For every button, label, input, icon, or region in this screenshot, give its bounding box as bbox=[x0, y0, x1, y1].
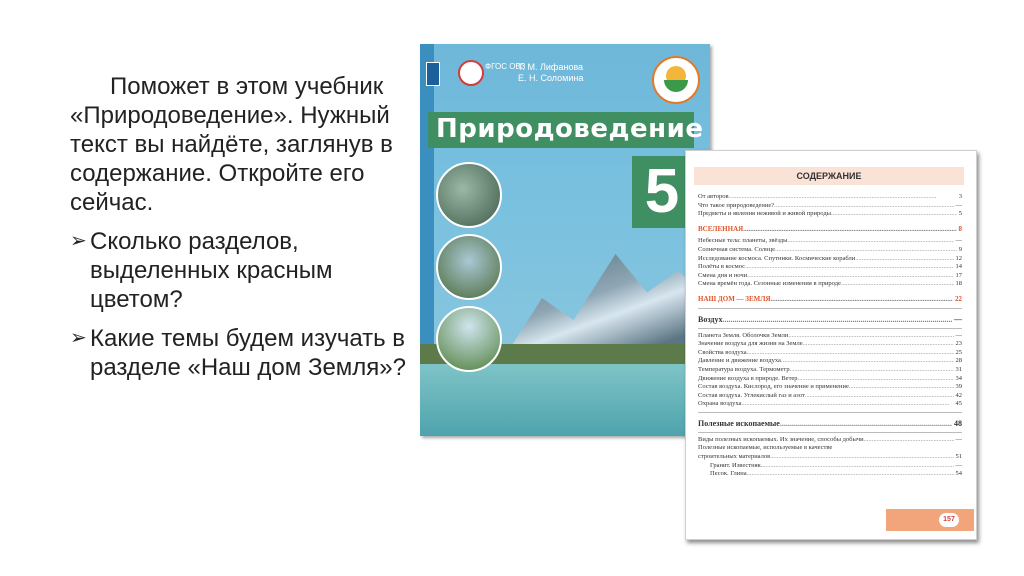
toc-row: Гранит. Известняк ..... — bbox=[698, 462, 962, 471]
publisher-logo-icon bbox=[426, 62, 440, 86]
circle-photo-bridge bbox=[436, 162, 502, 228]
intro-paragraph: Поможет в этом учебник «Природоведение». Нужный текст вы найдёте, заглянув в содержание. Откройте его сейчас. bbox=[70, 73, 393, 216]
contents-heading: СОДЕРЖАНИЕ bbox=[694, 167, 964, 185]
nature-emblem-icon bbox=[652, 56, 700, 104]
toc-row: Песок. Глина ..... 54 bbox=[698, 470, 962, 479]
toc-row: От авторов ..... 3 bbox=[698, 193, 962, 202]
toc-row: Небесные тела: планеты, звёзды ..... — bbox=[698, 237, 962, 246]
toc-section-red: ВСЕЛЕННАЯ ..... 8 bbox=[698, 225, 962, 234]
toc-row: Давление и движение воздуха ..... 28 bbox=[698, 357, 962, 366]
toc-subsection: Воздух ..... — bbox=[698, 314, 962, 325]
toc-row: Охрана воздуха ..... 45 bbox=[698, 400, 962, 409]
arrow-bullet-icon: ➢ bbox=[70, 327, 87, 349]
textbook-cover bbox=[420, 44, 710, 436]
toc-row: Смена времён года. Сезонные изменения в природе ..... 18 bbox=[698, 280, 962, 289]
bullet-text: Какие темы будем изучать в разделе «Наш дом Земля»? bbox=[90, 325, 406, 381]
toc-row: Движение воздуха в природе. Ветер ..... 34 bbox=[698, 375, 962, 384]
divider bbox=[698, 308, 962, 309]
divider bbox=[698, 432, 962, 433]
author: Т. М. Лифанова bbox=[518, 62, 584, 72]
divider bbox=[698, 412, 962, 413]
lake-illustration bbox=[420, 364, 710, 436]
toc-section-red: НАШ ДОМ — ЗЕМЛЯ ..... 22 bbox=[698, 295, 962, 304]
arrow-bullet-icon: ➢ bbox=[70, 230, 87, 252]
circle-photo-windmill bbox=[436, 306, 502, 372]
toc-row: Смена дня и ночи ..... 17 bbox=[698, 272, 962, 281]
grade-number: 5 bbox=[632, 156, 692, 228]
author: Е. Н. Соломина bbox=[518, 73, 584, 83]
toc-row: Что такое природоведение? ..... — bbox=[698, 202, 962, 211]
toc-row: Значение воздуха для жизни на Земле ..... 23 bbox=[698, 340, 962, 349]
cover-authors bbox=[518, 62, 583, 84]
contents-page bbox=[685, 150, 977, 540]
toc-row: Солнечная система. Солнце ..... 9 bbox=[698, 246, 962, 255]
toc-row: Планета Земля. Оболочки Земли ..... — bbox=[698, 332, 962, 341]
cover-title: Природоведение bbox=[436, 114, 704, 144]
toc-subsection: Полезные ископаемые ..... 48 bbox=[698, 418, 962, 429]
fgos-label: ФГОС ОВЗ bbox=[485, 62, 526, 71]
toc-row: Предметы и явления неживой и живой природы ..... 5 bbox=[698, 210, 962, 219]
toc-row: Состав воздуха. Углекислый газ и азот ..... 42 bbox=[698, 392, 962, 401]
toc-row: Виды полезных ископаемых. Их значение, способы добычи ..... — bbox=[698, 436, 962, 445]
page-number: 157 bbox=[939, 513, 959, 527]
toc-row: Температура воздуха. Термометр ..... 31 bbox=[698, 366, 962, 375]
bullet-question-2 bbox=[70, 324, 410, 382]
toc-row: Полёты в космос ..... 14 bbox=[698, 263, 962, 272]
toc-row: Исследование космоса. Спутники. Космические корабли ..... 12 bbox=[698, 255, 962, 264]
slide-text bbox=[70, 72, 410, 392]
circle-photo-waterfall bbox=[436, 234, 502, 300]
toc-row: Состав воздуха. Кислород, его значение и применение ..... 39 bbox=[698, 383, 962, 392]
divider bbox=[698, 328, 962, 329]
toc-row: строительных материалов ..... 51 bbox=[698, 453, 962, 462]
toc-row: Свойства воздуха ..... 25 bbox=[698, 349, 962, 358]
toc-row: Полезные ископаемые, используемые в качестве bbox=[698, 444, 833, 452]
table-of-contents bbox=[698, 193, 962, 479]
page-footer-band bbox=[886, 509, 974, 531]
bullet-text: Сколько разделов, выделенных красным цветом? bbox=[90, 228, 333, 313]
fgos-logo-icon bbox=[458, 60, 484, 86]
bullet-question-1 bbox=[70, 227, 410, 314]
